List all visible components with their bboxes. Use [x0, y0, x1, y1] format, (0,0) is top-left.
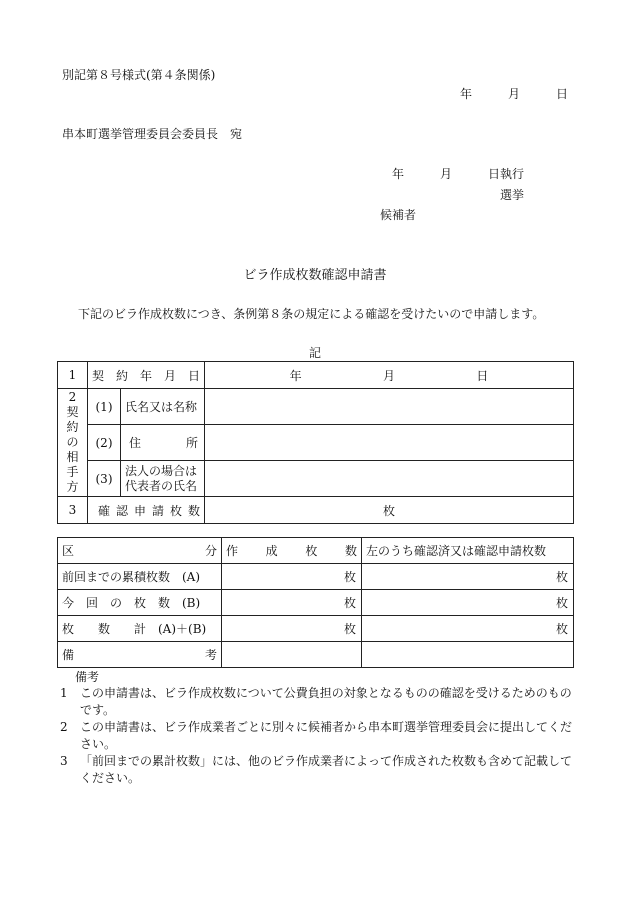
remarks-label: 備 考: [58, 642, 222, 668]
contract-date-row: [58, 362, 574, 389]
row3-num: 3: [58, 497, 88, 524]
header-made: 作 成 枚 数: [222, 538, 362, 564]
date-year: 年: [460, 87, 473, 101]
made-count-field[interactable]: 枚: [222, 590, 362, 616]
row1-label: 契 約 年 月 日: [88, 362, 205, 389]
party-address-row: [58, 425, 574, 461]
addressee: 串本町選挙管理委員会委員長 宛: [62, 127, 243, 141]
note-item: 1 この申請書は、ビラ作成枚数について公費負担の対象となるものの確認を受けるためのものです。: [60, 686, 572, 717]
request-count-row: [58, 497, 574, 524]
party-name-row: [58, 389, 574, 425]
election-name: 選挙: [500, 188, 525, 202]
request-count-field[interactable]: 枚: [205, 497, 574, 524]
row-label: 今 回 の 枚 数 (B): [58, 590, 222, 616]
row-label: 前回までの累積枚数 (A): [58, 564, 222, 590]
party-group-label: 2 契 約 の 相 手 方: [58, 389, 88, 497]
date-month: 月: [508, 87, 521, 101]
row1-num: 1: [58, 362, 88, 389]
table-row: [58, 564, 574, 590]
remarks-field-confirmed[interactable]: [362, 642, 574, 668]
party-rep-field[interactable]: [205, 461, 574, 497]
count-header-row: [58, 538, 574, 564]
remarks-row: [58, 642, 574, 668]
sub1-label: 氏名又は名称: [121, 389, 205, 425]
intro-text: 下記のビラ作成枚数につき、条例第８条の規定による確認を受けたいので申請します。: [78, 307, 545, 321]
party-rep-row: [58, 461, 574, 497]
contract-table: [57, 361, 574, 524]
sub2-num: (2): [88, 425, 121, 461]
election-month: 月: [440, 167, 453, 181]
row3-label: 確 認 申 請 枚 数: [88, 497, 205, 524]
election-day: 日執行: [488, 167, 525, 181]
form-id: 別記第８号様式(第４条関係): [62, 68, 216, 82]
note-item: 2 この申請書は、ビラ作成業者ごとに別々に候補者から串本町選挙管理委員会に提出してください。: [60, 720, 573, 751]
sub2-label: 住 所: [121, 425, 205, 461]
party-address-field[interactable]: [205, 425, 574, 461]
header-category: 区 分: [58, 538, 222, 564]
made-count-field[interactable]: 枚: [222, 564, 362, 590]
note-item: 3 「前回までの累計枚数」には、他のビラ作成業者によって作成された枚数も含めて記載してください。: [60, 754, 573, 785]
contract-date-field[interactable]: 年 月 日: [205, 362, 574, 389]
count-table: [57, 537, 574, 668]
notes-title: 備考: [75, 670, 100, 684]
ki-label: 記: [308, 346, 321, 360]
candidate-label: 候補者: [380, 208, 417, 222]
date-day: 日: [556, 87, 569, 101]
party-name-field[interactable]: [205, 389, 574, 425]
made-count-field[interactable]: 枚: [222, 616, 362, 642]
table-row: [58, 590, 574, 616]
table-row: [58, 616, 574, 642]
election-year: 年: [392, 167, 405, 181]
sub1-num: (1): [88, 389, 121, 425]
confirmed-count-field[interactable]: 枚: [362, 616, 574, 642]
confirmed-count-field[interactable]: 枚: [362, 564, 574, 590]
header-confirmed: 左のうち確認済又は確認申請枚数: [362, 538, 574, 564]
sub3-label: 法人の場合は 代表者の氏名: [121, 461, 205, 497]
document-title: ビラ作成枚数確認申請書: [243, 268, 387, 283]
remarks-field-made[interactable]: [222, 642, 362, 668]
sub3-num: (3): [88, 461, 121, 497]
row-label: 枚 数 計 (A)＋(B): [58, 616, 222, 642]
confirmed-count-field[interactable]: 枚: [362, 590, 574, 616]
